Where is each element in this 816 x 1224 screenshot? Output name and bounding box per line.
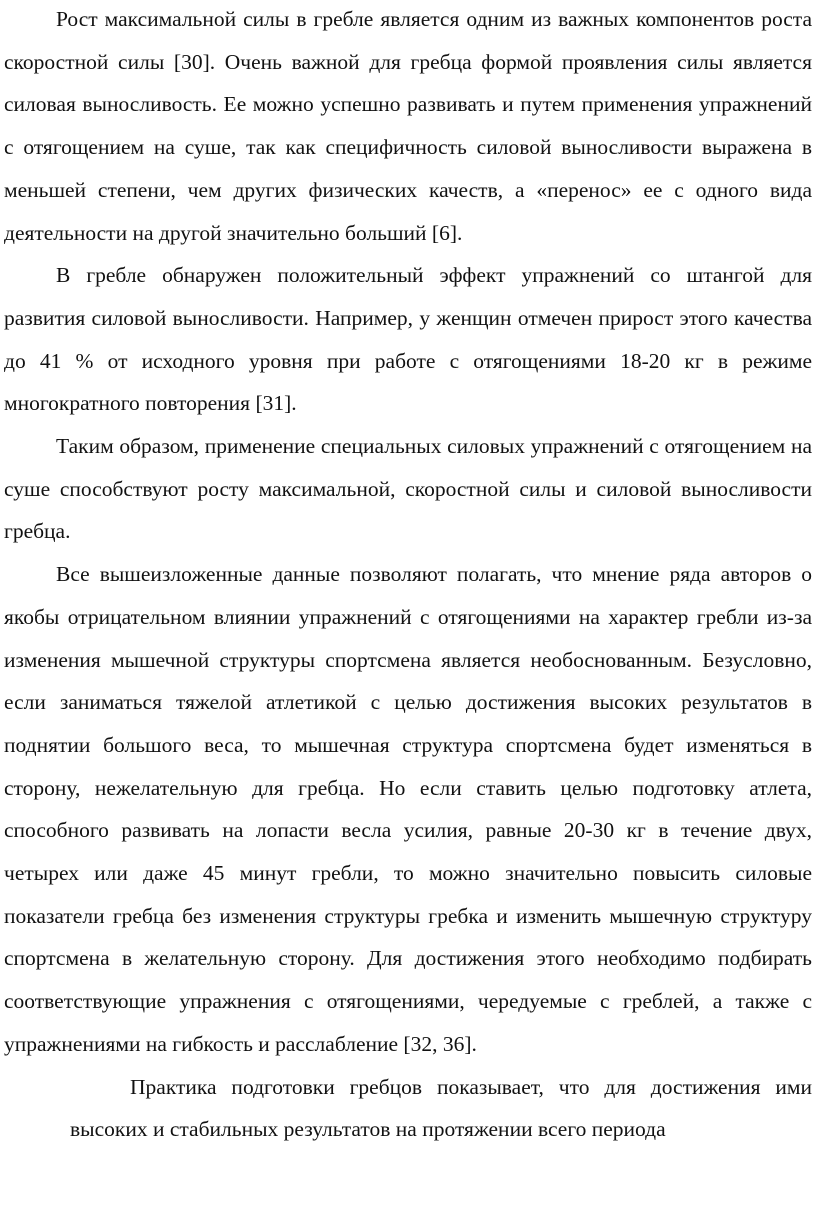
paragraph-4: Все вышеизложенные данные позволяют полагать, что мнение ряда авторов о якобы отрицательном влиянии упражнений с отягощениями на характер гребли из-за изменения мышечной структуры спортсмена является необоснованным. Безусловно, если заниматься тяжелой атлетикой с целью достижения высоких результатов в поднятии большого веса, то мышечная структура спортсмена будет изменяться в сторону, нежелательную для гребца. Но если ставить целью подготовку атлета, способного развивать на лопасти весла усилия, равные 20-30 кг в течение двух, четырех или даже 45 минут гребли, то можно значительно повысить силовые показатели гребца без изменения структуры гребка и изменить мышечную структуру спортсмена в желательную сторону. Для достижения этого необходимо подбирать соответствующие упражнения с отягощениями, чередуемые с греблей, а также с упражнениями на гибкость и расслабление [32, 36]. [4,562,812,1056]
paragraph-1: Рост максимальной силы в гребле является одним из важных компонентов роста скоростной силы [30]. Очень важной для гребца формой проявления силы является силовая выносливость. Ее можно успешно развивать и путем применения упражнений с отягощением на суше, так как специфичность силовой выносливости выражена в меньшей степени, чем других физических качеств, а «перенос» ее с одного вида деятельности на другой значительно больший [6]. [4,7,812,245]
paragraph-2: В гребле обнаружен положительный эффект упражнений со штангой для развития силовой выносливости. Например, у женщин отмечен прирост этого качества до 41 % от исходного уровня при работе с отягощениями 18-20 кг в режиме многократного повторения [31]. [4,263,812,416]
paragraph-5: Практика подготовки гребцов показывает, что для достижения ими высоких и стабильных результатов на протяжении всего периода [70,1074,812,1142]
paragraph-3: Таким образом, применение специальных силовых упражнений с отягощением на суше способствуют росту максимальной, скоростной силы и силовой выносливости гребца. [4,434,812,544]
